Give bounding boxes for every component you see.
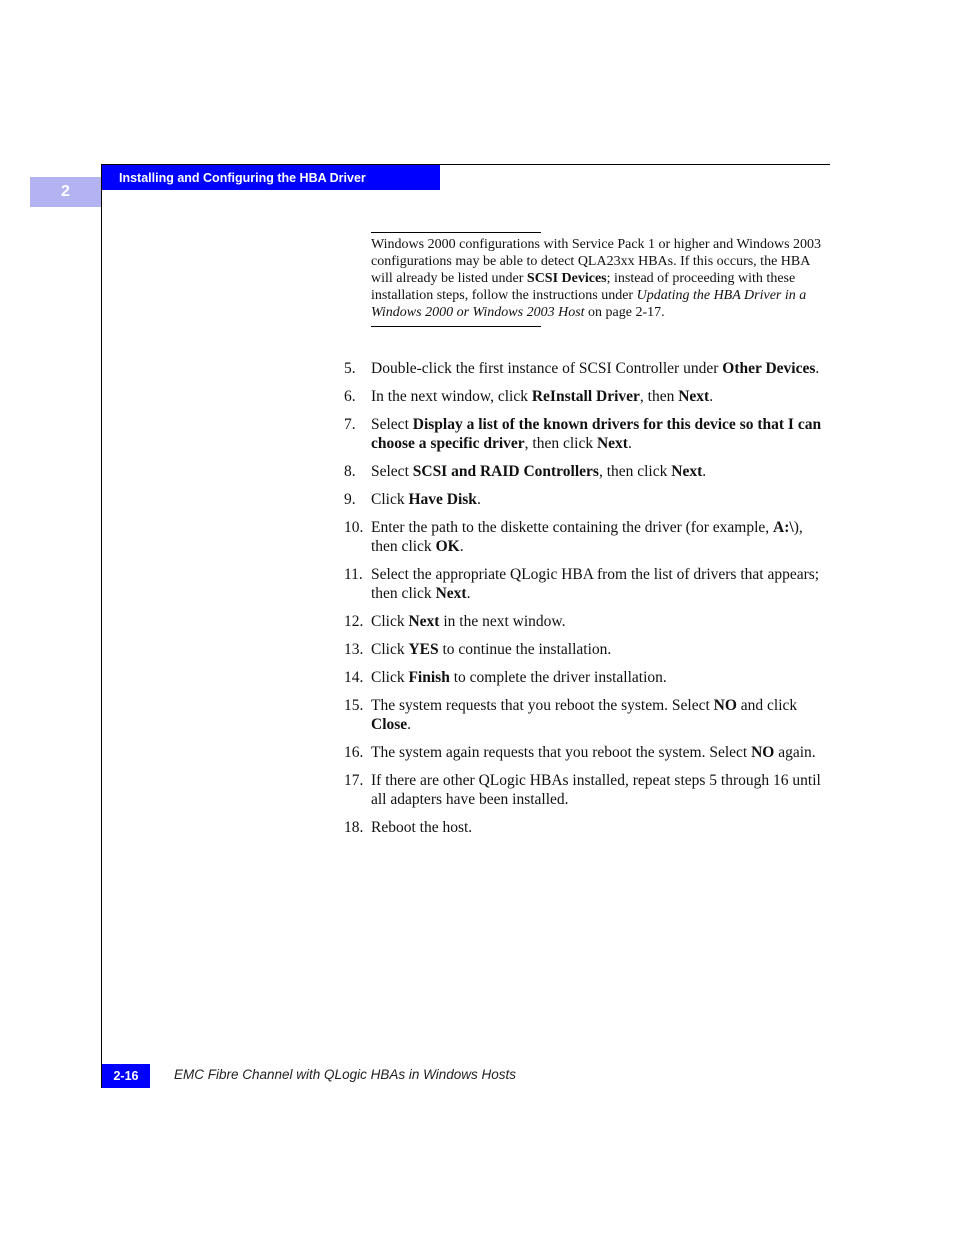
note-text	[371, 236, 823, 321]
step-number: 10.	[344, 519, 364, 536]
note-cross-reference-link[interactable]: Updating the HBA Driver in a Windows 2000 or Windows 2003 Host	[371, 288, 807, 320]
step-number: 18.	[344, 819, 364, 836]
ui-term: Next	[671, 463, 703, 480]
procedure-steps	[344, 359, 824, 846]
step-segment: in the next window.	[439, 613, 566, 630]
step-number: 6.	[344, 388, 356, 405]
ui-term: NO	[751, 744, 775, 761]
list-item	[344, 640, 824, 659]
step-segment: Click	[371, 669, 409, 686]
ui-term: ReInstall Driver	[531, 388, 640, 405]
list-item	[344, 359, 824, 378]
step-segment: In the next window, click	[371, 388, 532, 405]
step-number: 11.	[344, 566, 363, 583]
note-segment: ; instead of proceeding with these installation steps, follow the instructions under	[371, 271, 796, 303]
ui-term: Display a list of the known drivers for this device so that I can choose a specific driver	[371, 416, 822, 452]
step-segment: .	[627, 435, 632, 452]
step-segment: ), then click	[371, 519, 803, 555]
ui-term: OK	[435, 538, 460, 555]
step-text	[371, 612, 824, 631]
step-number: 5.	[344, 360, 356, 377]
book-title: EMC Fibre Channel with QLogic HBAs in Windows Hosts	[174, 1067, 517, 1082]
step-text	[371, 462, 824, 481]
step-segment: Click	[371, 613, 409, 630]
ui-term: A:\	[773, 519, 794, 536]
step-segment: Select the appropriate QLogic HBA from the list of drivers that appears; then click	[371, 566, 820, 602]
list-item	[344, 818, 824, 837]
step-segment: to complete the driver installation.	[449, 669, 667, 686]
step-segment: Reboot the host.	[371, 819, 473, 836]
ui-term: YES	[408, 641, 439, 658]
step-number: 12.	[344, 613, 364, 630]
step-text	[371, 696, 824, 734]
step-text	[371, 518, 824, 556]
ui-term: NO	[713, 697, 737, 714]
step-segment: Select	[371, 463, 413, 480]
list-item	[344, 462, 824, 481]
list-item	[344, 743, 824, 762]
step-segment: .	[466, 585, 471, 602]
step-number: 15.	[344, 697, 364, 714]
ui-term: Next	[596, 435, 628, 452]
step-number: 7.	[344, 416, 356, 433]
ui-term: Finish	[408, 669, 450, 686]
list-item	[344, 771, 824, 809]
step-number: 13.	[344, 641, 364, 658]
chapter-tab	[30, 177, 101, 207]
step-segment: .	[407, 716, 412, 733]
step-number: 8.	[344, 463, 356, 480]
step-text	[371, 565, 824, 603]
step-text	[371, 490, 824, 509]
step-text	[371, 387, 824, 406]
page-number-tab	[102, 1064, 150, 1088]
list-item	[344, 387, 824, 406]
step-segment: , then click	[524, 435, 597, 452]
step-segment: The system again requests that you reboot the system. Select	[371, 744, 752, 761]
step-text	[371, 771, 824, 809]
ui-term: Next	[408, 613, 440, 630]
step-text	[371, 818, 824, 837]
step-segment: to continue the installation.	[438, 641, 612, 658]
step-segment: .	[459, 538, 464, 555]
step-segment: Click	[371, 641, 409, 658]
page-number: 2-16	[113, 1069, 139, 1083]
note-bottom-rule	[371, 326, 541, 327]
note-segment-bold: SCSI Devices	[526, 271, 607, 286]
list-item	[344, 518, 824, 556]
ui-term: SCSI and RAID Controllers	[412, 463, 599, 480]
list-item	[344, 415, 824, 453]
step-segment: Select	[371, 416, 413, 433]
step-segment: .	[815, 360, 820, 377]
step-segment: , then	[639, 388, 679, 405]
running-title: Installing and Configuring the HBA Driver	[119, 170, 366, 185]
step-segment: Click	[371, 491, 409, 508]
ui-term: Next	[435, 585, 467, 602]
note-box	[371, 232, 823, 327]
step-segment: .	[709, 388, 714, 405]
step-text	[371, 415, 824, 453]
list-item	[344, 612, 824, 631]
step-number: 14.	[344, 669, 364, 686]
note-top-rule	[371, 232, 541, 233]
step-segment: Double-click the first instance of SCSI Controller under	[371, 360, 723, 377]
ui-term: Have Disk	[408, 491, 477, 508]
chapter-number: 2	[61, 183, 70, 200]
list-item	[344, 565, 824, 603]
list-item	[344, 490, 824, 509]
note-segment: on page 2-17.	[584, 305, 665, 320]
step-number: 9.	[344, 491, 356, 508]
step-number: 17.	[344, 772, 364, 789]
step-segment: Enter the path to the diskette containing the driver (for example,	[371, 519, 774, 536]
step-text	[371, 640, 824, 659]
step-segment: .	[476, 491, 481, 508]
step-segment: The system requests that you reboot the system. Select	[371, 697, 714, 714]
step-segment: .	[702, 463, 707, 480]
step-number: 16.	[344, 744, 364, 761]
step-text	[371, 743, 824, 762]
step-segment: , then click	[598, 463, 672, 480]
margin-rule	[101, 164, 102, 1088]
step-text	[371, 359, 824, 378]
ui-term: Other Devices	[722, 360, 816, 377]
step-segment: If there are other QLogic HBAs installed, repeat steps 5 through 16 until all adapters have been installed.	[371, 772, 821, 808]
ui-term: Close	[371, 716, 408, 733]
running-header	[102, 165, 440, 190]
step-text	[371, 668, 824, 687]
ui-term: Next	[678, 388, 710, 405]
list-item	[344, 696, 824, 734]
note-segment: Windows 2000 configurations with Service Pack 1 or higher and Windows 2003 configurations may be able to detect QLA23xx HBAs. If this occurs, the HBA will already be listed under	[371, 237, 822, 286]
step-segment: again.	[774, 744, 816, 761]
step-segment: and click	[736, 697, 798, 714]
list-item	[344, 668, 824, 687]
